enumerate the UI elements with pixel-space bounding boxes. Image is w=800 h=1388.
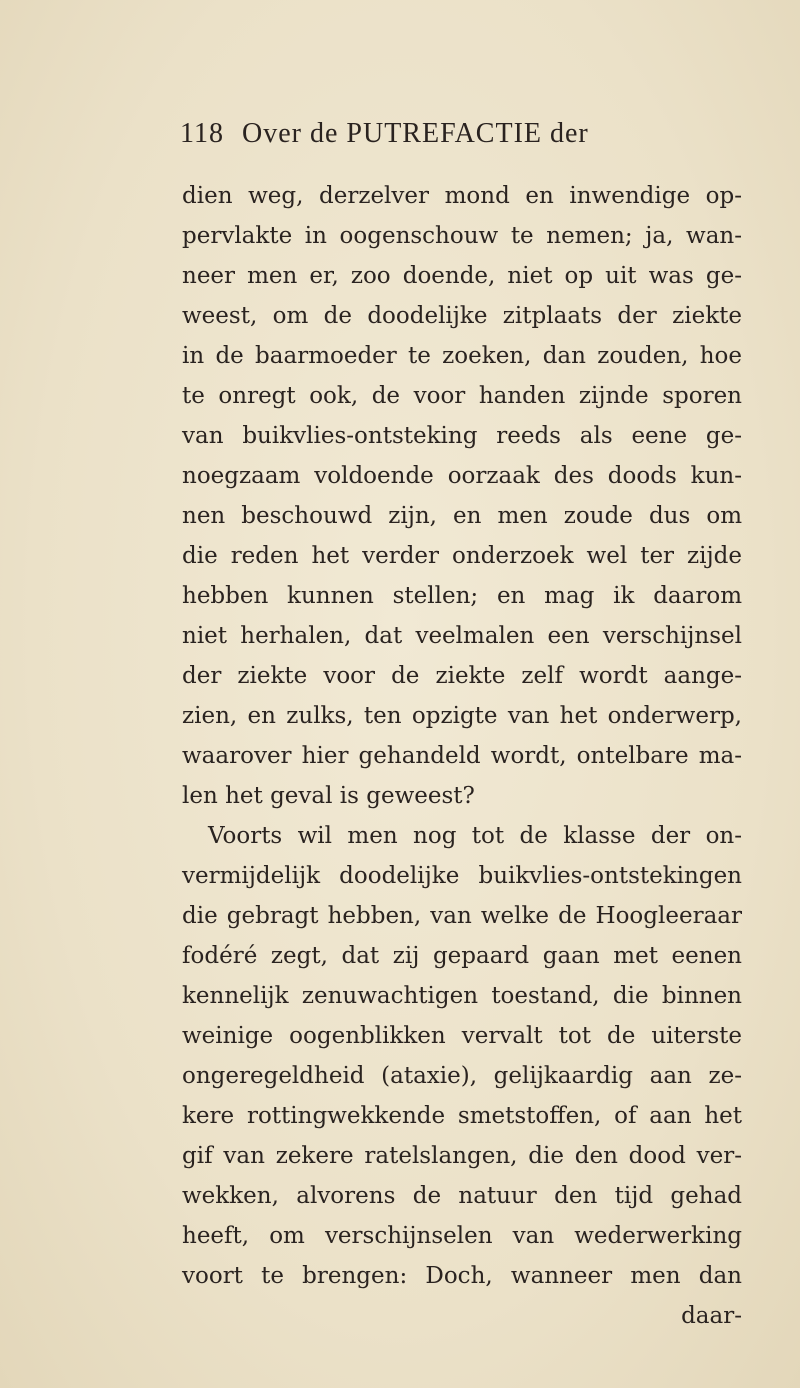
text-line: weinige oogenblikken vervalt tot de uiterste bbox=[182, 1023, 742, 1049]
text-line: kennelijk zenuwachtigen toestand, die binnen bbox=[182, 983, 742, 1009]
text-line: ongeregeldheid (ataxie), gelijkaardig aan ze- bbox=[182, 1063, 742, 1089]
body-text bbox=[182, 176, 742, 1336]
text-line: Voorts wil men nog tot de klasse der on- bbox=[208, 823, 742, 849]
text-line: len het geval is geweest? bbox=[182, 783, 475, 809]
text-line: te onregt ook, de voor handen zijnde sporen bbox=[182, 383, 742, 409]
text-line: van buikvlies-ontsteking reeds als eene ge- bbox=[182, 423, 742, 449]
page-number: 118 bbox=[180, 118, 224, 149]
text-line: voort te brengen: Doch, wanneer men dan bbox=[182, 1263, 742, 1289]
text-line: kere rottingwekkende smetstoffen, of aan het bbox=[182, 1103, 742, 1129]
text-line: in de baarmoeder te zoeken, dan zouden, hoe bbox=[182, 343, 742, 369]
text-line: pervlakte in oogenschouw te nemen; ja, wan- bbox=[182, 223, 742, 249]
running-title: Over de PUTREFACTIE der bbox=[242, 118, 589, 149]
page-header bbox=[180, 118, 740, 158]
text-line: noegzaam voldoende oorzaak des doods kun- bbox=[182, 463, 742, 489]
catchword: daar- bbox=[681, 1303, 742, 1329]
text-line: wekken, alvorens de natuur den tijd gehad bbox=[182, 1183, 742, 1209]
text-line: niet herhalen, dat veelmalen een verschijnsel bbox=[182, 623, 742, 649]
text-line: heeft, om verschijnselen van wederwerking bbox=[182, 1223, 742, 1249]
text-line: zien, en zulks, ten opzigte van het onderwerp, bbox=[182, 703, 742, 729]
text-line: der ziekte voor de ziekte zelf wordt aange- bbox=[182, 663, 742, 689]
text-line: gif van zekere ratelslangen, die den dood ver- bbox=[182, 1143, 742, 1169]
text-line: die gebragt hebben, van welke de Hoogleeraar bbox=[182, 903, 742, 929]
text-line: neer men er, zoo doende, niet op uit was ge- bbox=[182, 263, 742, 289]
text-line: hebben kunnen stellen; en mag ik daarom bbox=[182, 583, 742, 609]
text-line: waarover hier gehandeld wordt, ontelbare ma- bbox=[182, 743, 742, 769]
text-line: die reden het verder onderzoek wel ter zijde bbox=[182, 543, 742, 569]
text-line: weest, om de doodelijke zitplaats der ziekte bbox=[182, 303, 742, 329]
text-line: nen beschouwd zijn, en men zoude dus om bbox=[182, 503, 742, 529]
text-line: vermijdelijk doodelijke buikvlies-ontstekingen bbox=[182, 863, 742, 889]
text-line: fodéré zegt, dat zij gepaard gaan met eenen bbox=[182, 943, 742, 969]
text-line: dien weg, derzelver mond en inwendige op- bbox=[182, 183, 742, 209]
